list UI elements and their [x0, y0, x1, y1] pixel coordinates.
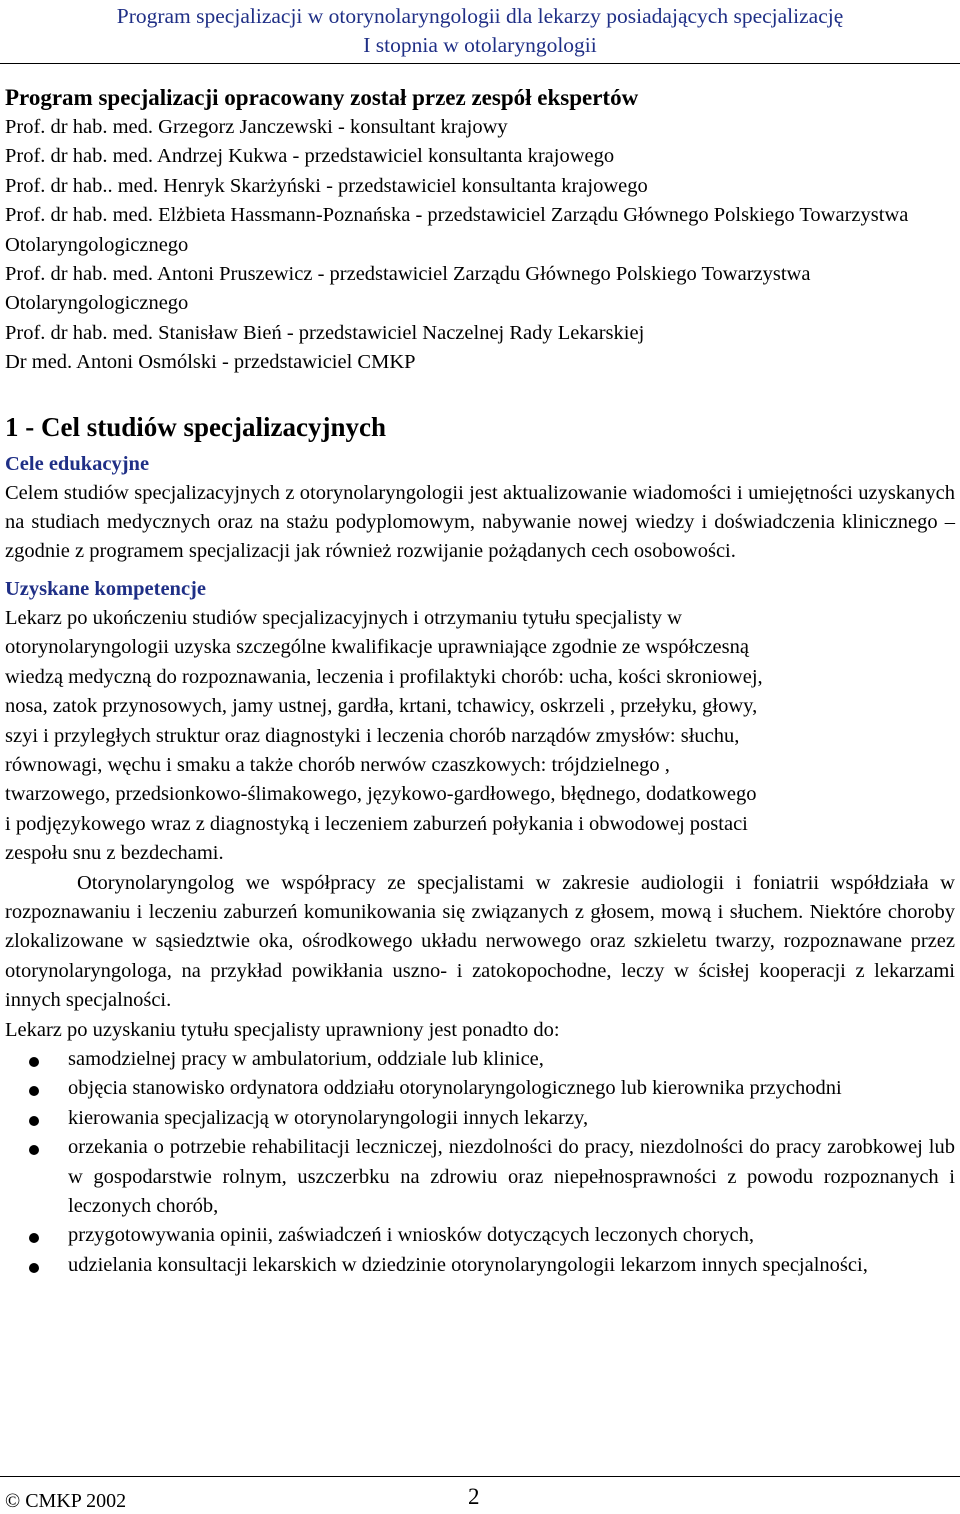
list-item-text: kierowania specjalizacją w otorynolaryngologii innych lekarzy, — [68, 1106, 589, 1129]
list-item-text: udzielania konsultacji lekarskich w dziedzinie otorynolaryngologii lekarzom innych specjalności, — [68, 1253, 868, 1276]
list-item-text: orzekania o potrzebie rehabilitacji leczniczej, niezdolności do pracy, niezdolności do pracy zarobkowej lub w gospodarstwie rolnym, uszczerbku na zdrowiu oraz niepełnosprawności z powodu rozpoznanych i leczonych chorób, — [68, 1136, 955, 1217]
competences-paragraph — [5, 604, 955, 869]
bullet-icon — [29, 1145, 39, 1155]
bullet-icon — [29, 1233, 39, 1243]
bullet-icon — [29, 1086, 39, 1096]
page-number: 2 — [468, 1484, 480, 1509]
paragraph-line: szyi i przyległych struktur oraz diagnostyki i leczenia chorób narządów zmysłów: słuchu, — [5, 724, 740, 747]
footer-divider — [0, 1476, 960, 1477]
list-item-text: objęcia stanowisko ordynatora oddziału otorynolaryngologicznego lub kierownika przychodni — [68, 1077, 842, 1100]
goals-paragraph: Celem studiów specjalizacyjnych z otorynolaryngologii jest aktualizowanie wiadomości i umiejętności uzyskanych na studiach medycznych oraz na stażu podyplomowym, nabywanie nowej wiedzy i doświadczenia klinicznego – zgodnie z programem specjalizacji jak również rozwijanie pożądanych cech osobowości. — [5, 481, 955, 563]
paragraph-line: nosa, zatok przynosowych, jamy ustnej, gardła, krtani, tchawicy, oskrzeli , przełyku, głowy, — [5, 695, 758, 718]
header-divider — [0, 63, 960, 64]
list-item — [5, 1221, 955, 1250]
paragraph-line: i podjęzykowego wraz z diagnostyką i leczeniem zaburzeń połykania i obwodowej postaci — [5, 812, 748, 835]
list-item — [5, 1251, 955, 1280]
subsection-heading-competences: Uzyskane kompetencje — [5, 577, 206, 600]
expert-member: Prof. dr hab. med. Andrzej Kukwa - przedstawiciel konsultanta krajowego — [5, 145, 615, 168]
running-header-line-2: I stopnia w otolaryngologii — [363, 33, 597, 57]
expert-member: Dr med. Antoni Osmólski - przedstawiciel CMKP — [5, 351, 416, 374]
expert-member: Prof. dr hab. med. Grzegorz Janczewski - konsultant krajowy — [5, 116, 508, 138]
paragraph-line: otorynolaryngologii uzyska szczególne kwalifikacje uprawniające zgodnie ze współczesną — [5, 636, 749, 659]
paragraph-line: twarzowego, przedsionkowo-ślimakowego, językowo-gardłowego, błędnego, dodatkowego — [5, 783, 757, 806]
list-item-text: przygotowywania opinii, zaświadczeń i wniosków dotyczących leczonych chorych, — [68, 1224, 754, 1247]
entitlements-intro: Lekarz po uzyskaniu tytułu specjalisty uprawniony jest ponadto do: — [5, 1018, 560, 1041]
paragraph-line: wiedzą medyczną do rozpoznawania, leczenia i profilaktyki chorób: ucha, kości skroniowej, — [5, 665, 763, 688]
bullet-icon — [29, 1116, 39, 1126]
expert-member: Prof. dr hab.. med. Henryk Skarżyński - przedstawiciel konsultanta krajowego — [5, 174, 648, 197]
expert-member: Prof. dr hab. med. Antoni Pruszewicz - przedstawiciel Zarządu Głównego Polskiego Towarzystwa Otolaryngologicznego — [5, 263, 811, 315]
section-heading: 1 - Cel studiów specjalizacyjnych — [5, 411, 386, 442]
footer-copyright: © CMKP 2002 — [5, 1490, 127, 1512]
list-item — [5, 1074, 955, 1103]
cooperation-paragraph: Otorynolaryngolog we współpracy ze specjalistami w zakresie audiologii i foniatrii współdziała w rozpoznawaniu i leczeniu zaburzeń komunikowania się związanych z głosem, mową i słuchem. Niektóre choroby zlokalizowane w sąsiedztwie oka, ośrodkowego układu nerwowego oraz szkieletu twarzy, rozpoznawane przez otorynolaryngologa, na przykład powikłania uszno- i zatokopochodne, leczy w ścisłej kooperacji z lekarzami innych specjalności. — [5, 871, 955, 1012]
paragraph-line: Lekarz po ukończeniu studiów specjalizacyjnych i otrzymaniu tytułu specjalisty w — [5, 606, 682, 629]
page-content — [5, 83, 955, 1280]
expert-member: Prof. dr hab. med. Elżbieta Hassmann-Poznańska - przedstawiciel Zarządu Głównego Polskiego Towarzystwa Otolaryngologicznego — [5, 204, 909, 256]
entitlements-list — [5, 1045, 955, 1280]
paragraph-line: zespołu snu z bezdechami. — [5, 842, 224, 865]
bullet-icon — [29, 1057, 39, 1067]
bullet-icon — [29, 1263, 39, 1273]
expert-member: Prof. dr hab. med. Stanisław Bień - przedstawiciel Naczelnej Rady Lekarskiej — [5, 321, 645, 344]
paragraph-line: równowagi, węchu i smaku a także chorób nerwów czaszkowych: trójdzielnego , — [5, 753, 670, 776]
expert-team-heading: Program specjalizacji opracowany został przez zespół ekspertów — [5, 85, 639, 110]
list-item — [5, 1045, 955, 1074]
list-item — [5, 1133, 955, 1221]
list-item-text: samodzielnej pracy w ambulatorium, oddziale lub klinice, — [68, 1047, 544, 1070]
running-header-line-1: Program specjalizacji w otorynolaryngologii dla lekarzy posiadających specjalizację — [116, 4, 844, 28]
subsection-heading-goals: Cele edukacyjne — [5, 452, 150, 475]
list-item — [5, 1104, 955, 1133]
running-header — [0, 2, 960, 60]
